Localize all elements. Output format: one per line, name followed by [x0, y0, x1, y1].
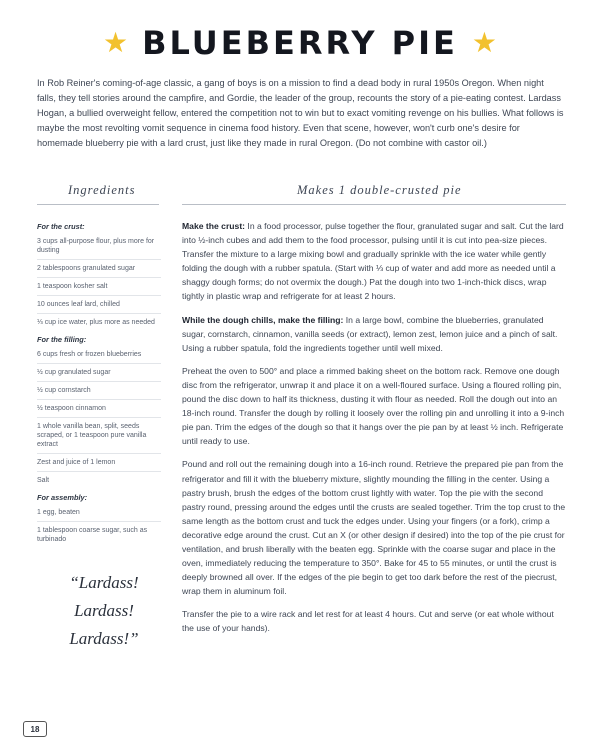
intro-paragraph: In Rob Reiner's coming-of-age classic, a gang of boys is on a mission to find a dead body in rural 1950s Oregon. When night falls, they tell stories around the campfire, and Gordie, the leader of the group, recounts the story of a pie-eating contest. Lardass Hogan, a bullied overweight fellow, entered the competition not to win but to exact vomiting revenge on his bullies. What follows is maybe the most revolting vomit sequence in cinema food history. Even that scene, however, won't curb one's desire for homemade blueberry pie with a lard crust, just like they made in rural Oregon. (Do not combine with castor oil.) — [37, 78, 564, 148]
method-divider — [182, 204, 566, 205]
ingredient-item: ⅓ cup ice water, plus more as needed — [37, 319, 155, 326]
pull-quote — [44, 569, 164, 653]
method-step — [182, 607, 566, 635]
title-row — [0, 24, 600, 62]
ingredient-item: ½ cup granulated sugar — [37, 368, 161, 382]
step-text: In a large bowl, combine the blueberries, granulated sugar, cornstarch, cinnamon, vanilla seeds (or extract), lemon zest, lemon juice and a pinch of salt. Using a rubber spatula, fold the ingredients together until well mixed. — [182, 314, 558, 353]
method-step — [182, 364, 566, 449]
method-step — [182, 313, 566, 355]
ingredient-item: ½ cup cornstarch — [37, 386, 161, 400]
step-text: Pound and roll out the remaining dough into a 16-inch round. Retrieve the prepared pie pan from the refrigerator and fill it with the blueberry mixture, slightly mounding the filling in the center. Using a pastry brush, brush the edges of the bottom crust lightly with water. Top the pie with the second pastry round, pressing around the edges until the crusts are sealed together. Trim the top crust to the same length as the bottom crust and tuck the edges under. Using your fingers (or a fork), crimp a decorative edge around the crust. Cut an X (or other design if desired) into the top of the pie crust for ventilation, and brush liberally with the beaten egg. Sprinkle with the coarse sugar and place in the oven, immediately reducing the temperature to 350°. Bake for 45 to 55 minutes, or until the crust is deeply browned all over. If the edges of the pie begin to get too dark before the rest of the piecrust, wrap them in aluminum foil. — [182, 459, 566, 597]
step-lead: While the dough chills, make the filling: — [182, 314, 344, 325]
ingredient-list — [37, 222, 161, 552]
ingredient-section-heading: For the crust: — [37, 222, 85, 231]
ingredient-item: 1 tablespoon coarse sugar, such as turbinado — [37, 527, 148, 543]
ingredient-item: 6 cups fresh or frozen blueberries — [37, 350, 161, 364]
method-step — [182, 457, 566, 598]
ingredient-item: ½ teaspoon cinnamon — [37, 404, 161, 418]
step-text: Preheat the oven to 500° and place a rimmed baking sheet on the bottom rack. Remove one dough disc from the refrigerator, unwrap it and place it on a well-floured surface. Using a floured rolling pin, pound the disc down to half its thickness, dusting it with flour as needed. Roll the dough out into an 18-inch round. Transfer the dough by rolling it loosely over the rolling pin and unrolling it into a 9-inch pie pan. Trim the edges of the dough so that it hangs over the pie pan by at least ½ inch. Refrigerate until ready to use. — [182, 365, 565, 447]
ingredient-item: 1 whole vanilla bean, split, seeds scraped, or 1 teaspoon pure vanilla extract — [37, 422, 161, 454]
ingredients-divider — [37, 204, 159, 205]
ingredient-item: Zest and juice of 1 lemon — [37, 458, 161, 472]
ingredient-section-heading: For assembly: — [37, 493, 88, 502]
step-text: Transfer the pie to a wire rack and let rest for at least 4 hours. Cut and serve (or eat whole without the use of your hands). — [182, 609, 554, 634]
ingredient-item: 2 tablespoons granulated sugar — [37, 264, 161, 278]
ingredient-item: 1 egg, beaten — [37, 508, 161, 522]
ingredient-section-heading: For the filling: — [37, 335, 87, 344]
method-steps — [182, 219, 566, 645]
quote-line: Lardass! — [74, 601, 134, 620]
ingredient-item: 3 cups all-purpose flour, plus more for dusting — [37, 237, 161, 260]
star-icon: ★ — [471, 27, 497, 58]
method-step — [182, 219, 566, 304]
star-icon: ★ — [102, 27, 129, 58]
ingredient-item: Salt — [37, 477, 50, 484]
ingredient-item: 10 ounces leaf lard, chilled — [37, 300, 161, 314]
step-lead: Make the crust: — [182, 221, 246, 231]
page-number: 18 — [23, 721, 47, 737]
yield-heading: Makes 1 double-crusted pie — [297, 183, 462, 197]
step-text: In a food processor, pulse together the flour, granulated sugar and salt. Cut the lard into ½-inch cubes and add them to the food processor, pulsing until it is cut into pea-size pieces. Transfer the mixture to a large mixing bowl and gradually sprinkle with the ice water while gently folding the dough with a rubber spatula. (Start with ⅓ cup of water and add more as needed until a shaggy dough forms; do not overmix the dough.) Pat the dough into two 1-inch-thick discs, wrap tightly in plastic wrap and refrigerate for at least 2 hours. — [182, 221, 564, 302]
page-title: BLUEBERRY PIE — [142, 24, 458, 62]
ingredient-item: 1 teaspoon kosher salt — [37, 282, 161, 296]
quote-line: Lardass!” — [69, 629, 139, 648]
quote-line: “Lardass! — [69, 573, 139, 592]
ingredients-heading: Ingredients — [68, 183, 136, 197]
